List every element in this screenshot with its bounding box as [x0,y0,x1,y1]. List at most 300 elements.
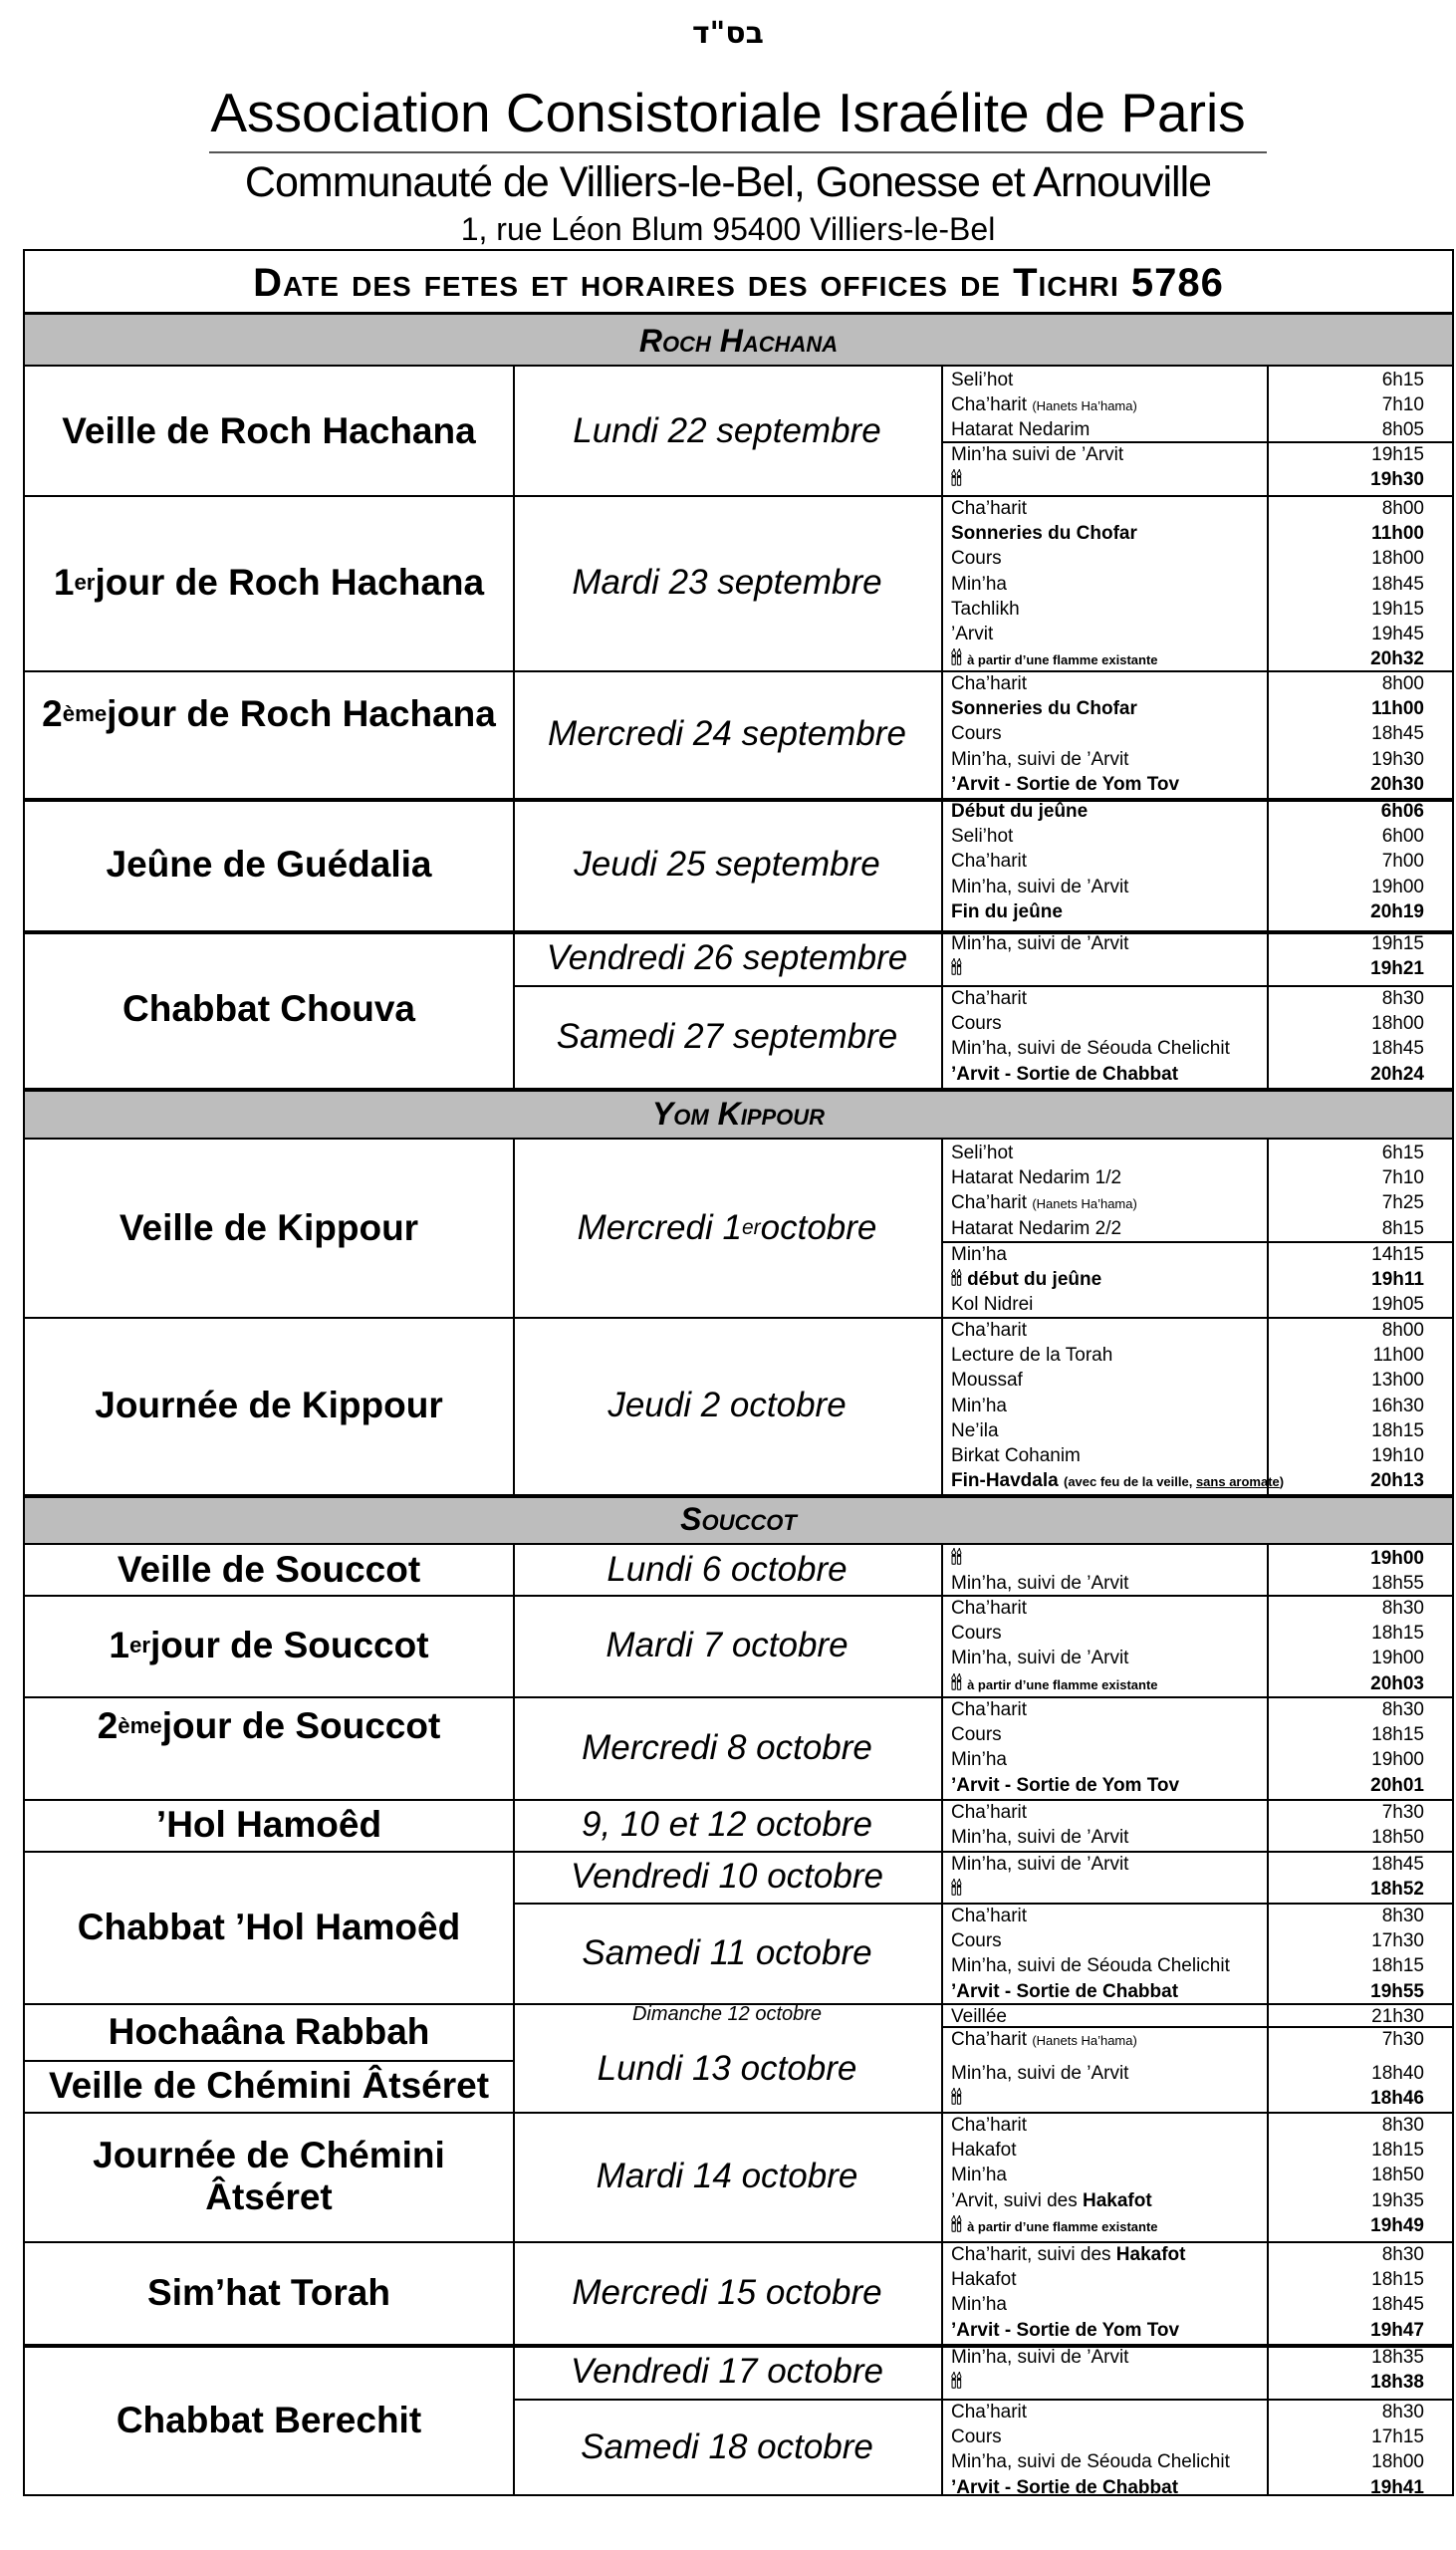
schedule-line [941,1470,1452,1492]
schedule-line [941,1906,1452,1927]
office-time: 18h45 [1371,723,1424,745]
office-label: Cha’harit [951,1699,1028,1720]
office-label: Min’ha, suivi de ’Arvit [951,748,1129,770]
office-label: Seli’hot [951,370,1014,390]
event-date: Mercredi 15 octobre [572,2272,882,2312]
office-time: 6h15 [1381,370,1424,390]
office-label: Hatarat Nedarim [951,419,1091,441]
office-label: Hatarat Nedarim 1/2 [951,1167,1122,1189]
office-label: 🕯🕯 à partir d’une flamme existante [951,1672,1158,1694]
office-label: Min’ha, suivi de ’Arvit [951,933,1129,954]
row-divider [25,930,1452,934]
office-label: Min’ha [951,1749,1007,1771]
office-time: 6h06 [1380,801,1424,822]
office-label: Sonneries du Chofar [951,523,1137,545]
schedule-line [941,1598,1452,1620]
schedule-line [941,574,1452,596]
section-header: Yom Kippour [25,1088,1452,1140]
event-name: Chabbat ’Hol Hamoêd [77,1906,461,1947]
schedule-line [941,419,1452,441]
office-time: 19h00 [1371,1648,1424,1669]
page-header [0,0,1456,249]
office-label: Seli’hot [951,1143,1014,1163]
office-label: ’Arvit [951,624,994,644]
office-time: 18h15 [1371,1955,1424,1977]
office-time: 19h10 [1371,1445,1424,1466]
office-label: Veillée [951,2006,1007,2027]
office-time: 18h15 [1371,2269,1424,2291]
office-time: 19h35 [1371,2189,1424,2211]
event-date: Mardi 23 septembre [572,563,882,602]
row-divider [25,670,1452,672]
office-label: 🕯🕯 à partir d’une flamme existante [951,648,1158,670]
event-date: Vendredi 10 octobre [571,1857,883,1896]
event-name: ’Hol Hamoêd [155,1804,382,1845]
schedule-line [941,1192,1452,1214]
office-time: 8h30 [1381,2244,1424,2265]
event-date: Mercredi 8 octobre [582,1727,872,1767]
schedule-line [941,1370,1452,1392]
office-time: 8h30 [1381,1699,1424,1720]
office-time: 18h45 [1371,573,1424,595]
schedule-line [941,2347,1452,2369]
schedule-line [941,673,1452,695]
office-time: 18h55 [1371,1573,1424,1595]
office-time: 7h30 [1381,2029,1424,2050]
column-divider [513,1545,515,2496]
office-time: 6h00 [1381,826,1424,848]
schedule-line [941,2165,1452,2186]
row-divider [513,1903,1452,1905]
office-time: 19h00 [1371,1749,1424,1771]
header-divider [209,151,1267,153]
schedule-line [941,2140,1452,2162]
office-time: 20h03 [1370,1672,1424,1694]
office-time: 19h30 [1371,748,1424,770]
office-label: Cours [951,548,1002,570]
office-label: Min’ha, suivi de ’Arvit [951,2063,1129,2084]
office-time: 19h49 [1370,2214,1424,2236]
schedule-line [941,2426,1452,2448]
schedule-line [941,698,1452,720]
row-divider [513,2399,1452,2401]
event-name: Veille de Kippour [119,1207,419,1248]
office-time: 19h45 [1371,624,1424,644]
office-label: Cha’harit [951,1802,1028,1823]
schedule-block [941,1851,1452,1903]
row-divider [25,2112,1452,2114]
schedule-line [941,523,1452,545]
schedule-line [941,1244,1452,1266]
bsd-mark: בס"ד [692,16,764,51]
office-label: Seli’hot [951,826,1014,848]
schedule-line [941,1143,1452,1164]
office-label: Min’ha [951,1244,1007,1265]
event-date: Samedi 11 octobre [582,1932,872,1972]
office-time: 18h38 [1370,2372,1424,2394]
column-divider [941,367,943,1088]
schedule-line [941,548,1452,570]
event-name: Veille de Chémini Âtséret [48,2065,490,2106]
schedule-block [941,670,1452,798]
schedule-block [941,2112,1452,2241]
schedule-line [941,1013,1452,1035]
event-date: Samedi 18 octobre [581,2427,873,2466]
office-time: 20h30 [1370,773,1424,795]
event-date: Vendredi 17 octobre [571,2351,883,2391]
row-divider [25,2344,1452,2348]
office-label: Cours [951,1930,1002,1952]
office-time: 18h40 [1371,2063,1424,2084]
schedule-line [941,801,1452,823]
row-divider [25,495,1452,497]
office-label: Birkat Cohanim [951,1445,1081,1466]
office-label: Min’ha, suivi de ’Arvit [951,1648,1129,1669]
row-divider [25,1494,1452,1498]
office-label: ’Arvit - Sortie de Chabbat [951,1980,1179,2002]
office-time: 18h00 [1371,1013,1424,1035]
schedule-line [941,877,1452,898]
schedule-line [941,444,1452,466]
office-time: 18h35 [1371,2347,1424,2368]
office-time: 7h00 [1381,851,1424,873]
office-label: Sonneries du Chofar [951,698,1137,720]
schedule-line [941,1573,1452,1595]
office-label: Cha’harit (Hanets Ha’hama) [951,1192,1137,1214]
office-time: 6h15 [1381,1143,1424,1163]
office-label: 🕯🕯 [951,2372,962,2394]
office-time: 11h00 [1371,698,1424,720]
schedule-line [941,901,1452,923]
schedule-line [941,1320,1452,1342]
schedule-line [941,826,1452,848]
office-label: Min’ha [951,573,1007,595]
office-time: 17h15 [1371,2426,1424,2448]
schedule-line [941,2402,1452,2423]
schedule-line [941,648,1452,670]
office-label: Min’ha [951,2294,1007,2316]
office-time: 21h30 [1371,2006,1424,2027]
office-label: Min’ha, suivi de Séouda Chelichit [951,1038,1230,1060]
office-label: Cha’harit [951,1598,1028,1619]
office-label: Fin du jeûne [951,900,1063,922]
event-name: Hochaâna Rabbah [108,2010,430,2052]
office-label: ’Arvit - Sortie de Yom Tov [951,2319,1180,2341]
column-divider [941,1545,943,2496]
event-date: Vendredi 26 septembre [546,937,908,977]
schedule-line [941,1167,1452,1189]
office-label: Min’ha, suivi de ’Arvit [951,1854,1129,1875]
office-time: 7h10 [1381,1167,1424,1189]
schedule-line [941,1623,1452,1645]
row-divider [941,1241,1452,1243]
schedule-line [941,1699,1452,1721]
event-date: 9, 10 et 12 octobre [582,1805,872,1844]
office-time: 8h30 [1381,2402,1424,2422]
office-label: ’Arvit - Sortie de Chabbat [951,1063,1179,1085]
schedule-block [941,1140,1452,1241]
office-label: Min’ha [951,2165,1007,2186]
row-divider [25,1595,1452,1597]
office-time: 8h30 [1381,2115,1424,2136]
office-label: Hatarat Nedarim 2/2 [951,1217,1122,1239]
office-label: Kol Nidrei [951,1294,1034,1316]
schedule-line [941,2006,1452,2028]
office-time: 17h30 [1371,1930,1424,1952]
row-divider [25,1088,1452,1092]
office-label: Cours [951,723,1002,745]
office-label: 🕯🕯 [951,2088,962,2110]
schedule-line [941,1294,1452,1316]
schedule-block [941,1799,1452,1851]
office-label: Min’ha, suivi de ’Arvit [951,1827,1129,1849]
office-label: Lecture de la Torah [951,1345,1113,1367]
office-label: ’Arvit - Sortie de Yom Tov [951,773,1180,795]
office-time: 20h19 [1370,900,1424,922]
schedule-line [941,1981,1452,2003]
schedule-line [941,1396,1452,1417]
office-time: 18h15 [1371,1419,1424,1441]
schedule-line [941,2244,1452,2266]
event-date: Mercredi 1 er octobre [577,1208,877,1247]
schedule-block [941,367,1452,441]
office-time: 19h11 [1371,1269,1424,1291]
schedule-line [941,958,1452,980]
column-divider [1267,367,1269,1088]
office-time: 20h32 [1370,648,1424,670]
event-name: 2 ème jour de Roch Hachana [42,692,496,734]
event-date: Mardi 7 octobre [606,1626,849,1664]
office-label: Moussaf [951,1370,1023,1392]
schedule-line [941,2190,1452,2212]
section-header: Roch Hachana [25,315,1452,367]
schedule-line [941,2029,1452,2051]
office-time: 19h15 [1371,444,1424,465]
row-divider [25,2003,1452,2005]
schedule-line [941,370,1452,391]
office-label: 🕯🕯 [951,958,962,980]
office-label: Début du jeûne [951,801,1089,822]
event-name: Journée de Kippour [95,1385,443,1425]
event-name: Jeûne de Guédalia [106,843,432,885]
schedule-line [941,1827,1452,1849]
office-time: 7h10 [1381,394,1424,416]
schedule-block [941,798,1452,930]
office-label: Cha’harit [951,851,1028,873]
schedule-line [941,1802,1452,1824]
schedule-line [941,1673,1452,1695]
office-label: Cours [951,1623,1002,1645]
office-label: Ne’ila [951,1419,999,1441]
office-time: 18h45 [1371,2294,1424,2316]
schedule-line [941,1218,1452,1240]
schedule-block [941,985,1452,1088]
office-time: 18h46 [1370,2088,1424,2110]
schedule-line [941,1038,1452,1060]
event-date: Dimanche 12 octobre [631,2003,823,2025]
office-label: Min’ha, suivi de ’Arvit [951,2347,1129,2368]
office-label: Tachlikh [951,598,1020,620]
row-divider [513,985,1452,987]
schedule-line [941,1955,1452,1977]
office-time: 18h45 [1371,1854,1424,1875]
office-label: ’Arvit, suivi des Hakafot [951,2189,1152,2211]
schedule-line [941,1879,1452,1901]
event-date: Mercredi 24 septembre [548,714,906,753]
row-divider [25,1799,1452,1801]
schedule-line [941,2294,1452,2316]
event-name: Chabbat Berechit [116,2399,422,2440]
office-time: 11h00 [1372,1345,1424,1367]
office-time: 19h47 [1370,2319,1424,2341]
schedule-line [941,933,1452,955]
office-label: Cours [951,1013,1002,1035]
schedule-line [941,2088,1452,2110]
row-divider [25,1851,1452,1853]
organization-name: Association Consistoriale Israélite de Paris [210,82,1246,143]
schedule-line [941,394,1452,416]
schedule-line [941,1724,1452,1746]
community-name: Communauté de Villiers-le-Bel, Gonesse et Arnouville [244,158,1212,206]
office-time: 18h00 [1371,548,1424,570]
office-time: 18h50 [1371,1827,1424,1849]
office-time: 18h00 [1371,2451,1424,2473]
schedule-block [941,1903,1452,2003]
office-time: 19h55 [1370,1980,1424,2002]
schedule-line [941,469,1452,491]
office-time: 7h30 [1381,1802,1424,1823]
office-label: Min’ha [951,1395,1007,1416]
schedule-line [941,2215,1452,2237]
office-label: Hakafot [951,2140,1017,2162]
schedule-line [941,1749,1452,1771]
row-divider [25,2060,513,2062]
schedule-line [941,599,1452,621]
schedule-line [941,1269,1452,1291]
schedule-line [941,749,1452,771]
schedule-block [941,1241,1452,1317]
office-time: 20h13 [1370,1470,1424,1492]
office-label: ’Arvit - Sortie de Yom Tov [951,1774,1180,1796]
office-label: Cha’harit (Hanets Ha’hama) [951,394,1137,416]
event-name: Journée de Chémini Âtséret [93,2135,445,2217]
schedule-block [941,1696,1452,1799]
office-label: 🕯🕯 début du jeûne [951,1269,1102,1291]
office-time: 8h05 [1381,419,1424,441]
office-time: 18h52 [1370,1879,1424,1901]
office-time: 19h30 [1370,469,1424,491]
office-time: 19h05 [1371,1294,1424,1316]
schedule-block [941,2344,1452,2399]
schedule-line [941,1445,1452,1467]
schedule-block [941,1595,1452,1696]
event-name: 1 er jour de Souccot [109,1625,429,1665]
schedule-block [941,2003,1452,2026]
row-divider [25,1696,1452,1698]
office-label: Cha’harit [951,498,1028,519]
schedule-table [23,249,1454,2496]
event-date: Jeudi 2 octobre [607,1386,847,1424]
office-label: Min’ha, suivi de Séouda Chelichit [951,1955,1230,1977]
event-name: Sim’hat Torah [147,2271,390,2313]
schedule-block [941,2241,1452,2344]
office-label: Cha’harit (Hanets Ha’hama) [951,2029,1137,2050]
office-label: Fin-Havdala (avec feu de la veille, sans aromate) [951,1470,1285,1492]
office-label: Cha’harit [951,988,1028,1009]
schedule-line [941,624,1452,645]
row-divider [25,2241,1452,2243]
office-time: 19h15 [1371,933,1424,954]
office-time: 18h15 [1371,1623,1424,1645]
office-label: Cours [951,1724,1002,1746]
schedule-line [941,1775,1452,1797]
schedule-line [941,1854,1452,1876]
office-time: 14h15 [1371,1244,1424,1265]
schedule-line [941,1648,1452,1669]
schedule-line [941,1548,1452,1570]
office-time: 8h30 [1381,1598,1424,1619]
schedule-line [941,774,1452,796]
office-label: Cha’harit, suivi des Hakafot [951,2244,1186,2265]
office-label: Hakafot [951,2269,1017,2291]
office-time: 20h01 [1370,1774,1424,1796]
office-label: 🕯🕯 [951,1879,962,1901]
schedule-block [941,441,1452,495]
schedule-line [941,2477,1452,2499]
office-label: Cha’harit [951,2115,1028,2136]
event-name: 2 ème jour de Souccot [97,1704,441,1746]
schedule-line [941,2269,1452,2291]
event-name: Veille de Roch Hachana [62,409,476,451]
schedule-line [941,498,1452,520]
schedule-line [941,723,1452,745]
office-time: 13h00 [1371,1370,1424,1392]
schedule-block [941,1317,1452,1494]
schedule-block [941,930,1452,985]
schedule-line [941,2320,1452,2342]
office-label: 🕯🕯 [951,469,962,491]
schedule-line [941,1420,1452,1442]
event-date: Samedi 27 septembre [556,1016,898,1056]
office-time: 7h25 [1381,1192,1424,1214]
schedule-line [941,2451,1452,2473]
schedule-block [941,495,1452,670]
page-title: Date des fetes et horaires des offices de Tichri 5786 [25,251,1452,315]
event-name: Veille de Souccot [117,1549,421,1590]
office-time: 19h00 [1371,876,1424,897]
office-time: 19h41 [1370,2476,1424,2498]
office-label: Cha’harit [951,673,1028,694]
office-label: Cha’harit [951,1906,1028,1926]
schedule-line [941,2063,1452,2085]
office-label: Cha’harit [951,2402,1028,2422]
schedule-block [941,1545,1452,1595]
office-label: Min’ha, suivi de Séouda Chelichit [951,2451,1230,2473]
schedule-line [941,1930,1452,1952]
row-divider [25,1317,1452,1319]
office-label: Min’ha, suivi de ’Arvit [951,876,1129,897]
row-divider [941,2026,1452,2028]
office-time: 19h21 [1370,958,1424,980]
office-label: Min’ha, suivi de ’Arvit [951,1573,1129,1595]
event-date: Jeudi 25 septembre [574,844,880,884]
office-time: 20h24 [1370,1063,1424,1085]
event-name: Chabbat Chouva [122,988,415,1029]
office-time: 18h45 [1371,1038,1424,1060]
office-time: 11h00 [1371,523,1424,545]
office-label: 🕯🕯 [951,1548,962,1569]
office-time: 8h00 [1381,1320,1424,1341]
